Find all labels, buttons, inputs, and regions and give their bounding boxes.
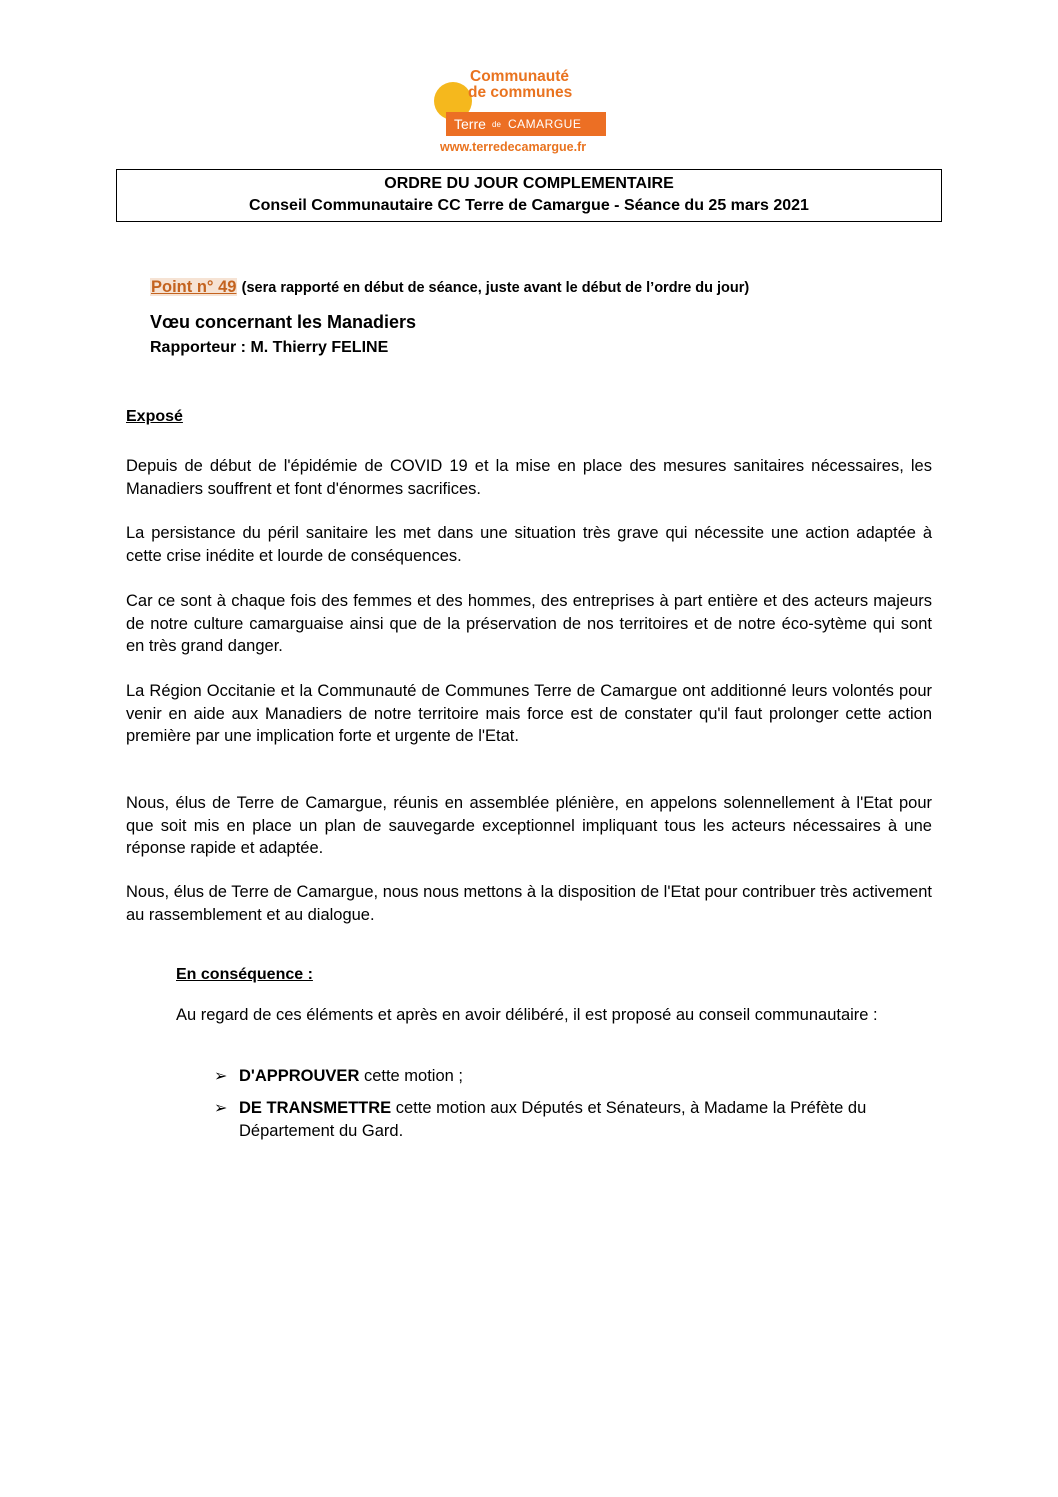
list-item-text <box>239 1065 919 1088</box>
point-note: (sera rapporté en début de séance, juste avant le début de l’ordre du jour) <box>241 280 750 296</box>
logo-url: www.terredecamargue.fr <box>440 140 587 154</box>
paragraph: Depuis de début de l'épidémie de COVID 19 et la mise en place des mesures sanitaires nécessaires, les Manadiers souffrent et font d'énormes sacrifices. <box>126 457 932 498</box>
list-item-text <box>239 1097 919 1142</box>
arrow-bullet-icon: ➢ <box>214 1068 228 1085</box>
conclusion-paragraph: Au regard de ces éléments et après en avoir délibéré, il est proposé au conseil communautaire : <box>176 1006 878 1024</box>
consequence-heading: En conséquence : <box>176 966 313 983</box>
point-line <box>150 278 749 297</box>
logo <box>430 68 615 160</box>
subject-title: Vœu concernant les Manadiers <box>150 312 417 332</box>
logo-band-word-1: Terre <box>454 116 486 132</box>
logo-band-word-3: CAMARGUE <box>508 117 582 131</box>
paragraph: La persistance du péril sanitaire les met dans une situation très grave qui nécessite une action adaptée à cette crise inédite et lourde de conséquences. <box>126 524 932 565</box>
paragraph: Car ce sont à chaque fois des femmes et des hommes, des entreprises à part entière et des acteurs majeurs de notre culture camarguaise ainsi que de la préservation de nos territoires et de notre éco-sytème qui sont en très grand danger. <box>126 592 932 655</box>
arrow-bullet-icon: ➢ <box>214 1100 228 1117</box>
logo-band-word-2: de <box>492 120 501 129</box>
expose-heading: Exposé <box>126 408 183 425</box>
logo-line-2: de communes <box>468 84 573 101</box>
rapporteur: Rapporteur : M. Thierry FELINE <box>150 339 389 356</box>
paragraph: Nous, élus de Terre de Camargue, nous nous mettons à la disposition de l'Etat pour contribuer très activement au rassemblement et au dialogue. <box>126 883 932 924</box>
list-item-bold: D'APPROUVER <box>239 1067 360 1085</box>
header-title: ORDRE DU JOUR COMPLEMENTAIRE <box>384 175 674 192</box>
point-label: Point n° 49 <box>151 278 237 296</box>
list-item-rest: cette motion ; <box>359 1067 463 1085</box>
list-item-bold: DE TRANSMETTRE <box>239 1099 392 1117</box>
list-item-rest: cette motion aux Députés et Sénateurs, à Madame la Préfète du Département du Gard. <box>239 1099 867 1140</box>
logo-band <box>446 112 606 136</box>
paragraph: Nous, élus de Terre de Camargue, réunis en assemblée plénière, en appelons solennellement à l'Etat pour que soit mis en place un plan de sauvegarde exceptionnel impliquant tous les acteurs nécessaires à une réponse rapide et adaptée. <box>126 794 932 857</box>
paragraph: La Région Occitanie et la Communauté de Communes Terre de Camargue ont additionné leurs volontés pour venir en aide aux Manadiers de notre territoire mais force est de constater qu'il faut prolonger cette action première par une implication forte et urgente de l'Etat. <box>126 682 932 745</box>
header-subtitle: Conseil Communautaire CC Terre de Camargue - Séance du 25 mars 2021 <box>249 197 809 214</box>
header-box <box>116 169 942 222</box>
logo-line-1: Communauté <box>470 68 570 85</box>
